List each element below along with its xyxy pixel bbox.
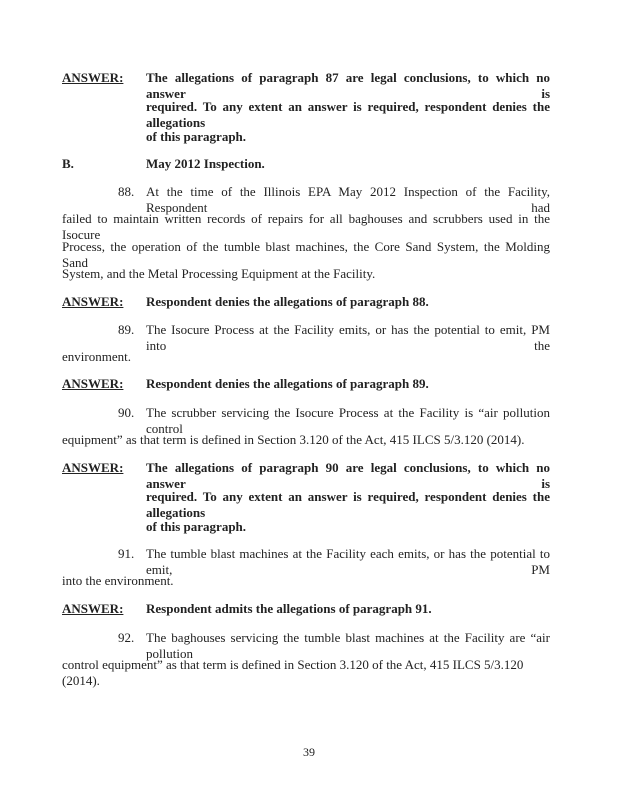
answer-87-line-3: of this paragraph. [146, 129, 247, 144]
answer-90-line-3: of this paragraph. [146, 519, 247, 534]
paragraph-89-line-2: environment. [62, 349, 131, 364]
answer-label: ANSWER: [62, 70, 124, 85]
answer-87-line-1: The allegations of paragraph 87 are legal conclusions, to which no answer is [146, 70, 550, 101]
section-heading: May 2012 Inspection. [146, 156, 265, 171]
paragraph-90-line-1: The scrubber servicing the Isocure Process at the Facility is “air pollution control [146, 405, 550, 436]
paragraph-number-88: 88. [118, 184, 135, 199]
paragraph-91-line-1: The tumble blast machines at the Facility each emits, or has the potential to emit, PM [146, 546, 550, 577]
answer-label: ANSWER: [62, 376, 124, 391]
paragraph-number-89: 89. [118, 322, 135, 337]
answer-label: ANSWER: [62, 460, 124, 475]
answer-label: ANSWER: [62, 601, 124, 616]
answer-88-line-1: Respondent denies the allegations of paragraph 88. [146, 294, 429, 309]
paragraph-89-line-1: The Isocure Process at the Facility emits, or has the potential to emit, PM into the [146, 322, 550, 353]
answer-91-line-1: Respondent admits the allegations of paragraph 91. [146, 601, 432, 616]
paragraph-number-90: 90. [118, 405, 135, 420]
answer-label: ANSWER: [62, 294, 124, 309]
page-number: 39 [303, 745, 315, 759]
paragraph-88-line-4: System, and the Metal Processing Equipment at the Facility. [62, 266, 376, 281]
paragraph-number-91: 91. [118, 546, 135, 561]
section-letter: B. [62, 156, 74, 171]
paragraph-88-line-1: At the time of the Illinois EPA May 2012 Inspection of the Facility, Respondent had [146, 184, 550, 215]
paragraph-91-line-2: into the environment. [62, 573, 174, 588]
answer-87-line-2: required. To any extent an answer is required, respondent denies the allegations [146, 99, 550, 130]
paragraph-92-line-1: The baghouses servicing the tumble blast machines at the Facility are “air pollution [146, 630, 550, 661]
paragraph-88-line-2: failed to maintain written records of repairs for all baghouses and scrubbers used in the Isocure [62, 211, 550, 242]
paragraph-90-line-2: equipment” as that term is defined in Section 3.120 of the Act, 415 ILCS 5/3.120 (2014). [62, 432, 525, 447]
answer-90-line-2: required. To any extent an answer is required, respondent denies the allegations [146, 489, 550, 520]
answer-89-line-1: Respondent denies the allegations of paragraph 89. [146, 376, 429, 391]
paragraph-88-line-3: Process, the operation of the tumble blast machines, the Core Sand System, the Molding Sand [62, 239, 550, 270]
paragraph-number-92: 92. [118, 630, 135, 645]
paragraph-92-line-2: control equipment” as that term is defined in Section 3.120 of the Act, 415 ILCS 5/3.120 (2014). [62, 657, 524, 688]
answer-90-line-1: The allegations of paragraph 90 are legal conclusions, to which no answer is [146, 460, 550, 491]
